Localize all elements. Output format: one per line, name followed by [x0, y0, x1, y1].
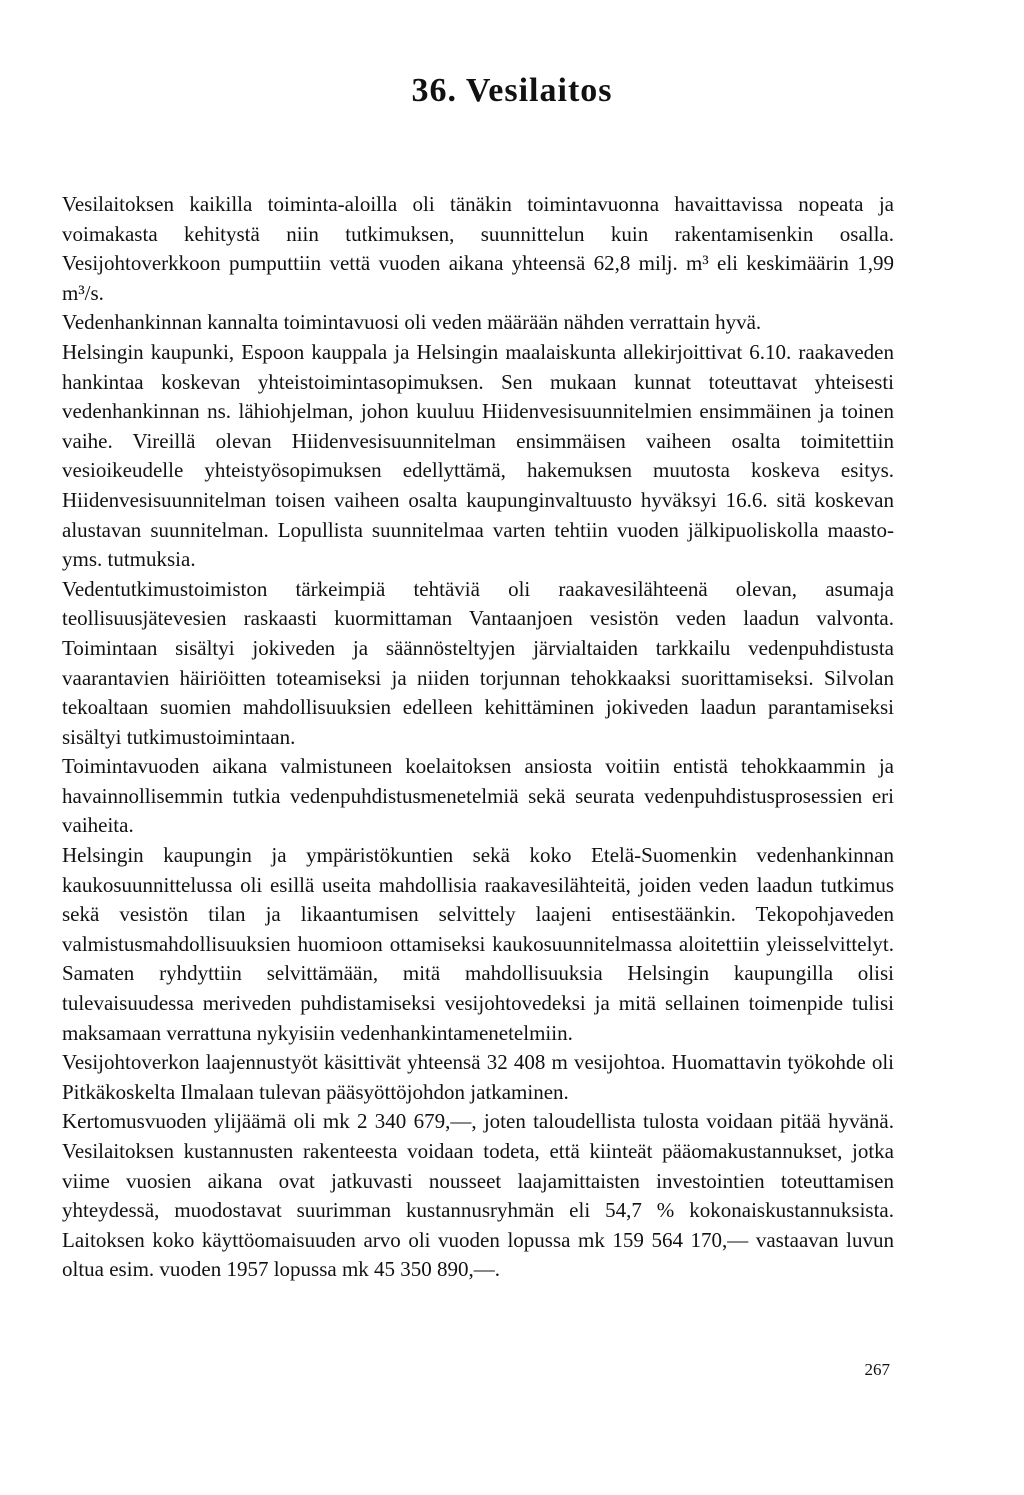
paragraph: Helsingin kaupunki, Espoon kauppala ja Helsingin maalaiskunta allekirjoittivat 6.10. raakaveden hankintaa koskevan yhteistoimintasopimuksen. Sen mukaan kunnat toteuttavat yhteisesti vedenhankinnan ns. lähiohjelman, johon kuuluu Hiidenvesisuunnitelmien ensimmäinen ja toinen vaihe. Vireillä olevan Hiidenvesisuunnitelman ensimmäisen vaiheen osalta toimitettiin vesioikeudelle yhteistyösopimuksen edellyttämä, hakemuksen muutosta koskeva esitys. Hiidenvesisuunnitelman toisen vaiheen osalta kaupunginvaltuusto hyväksyi 16.6. sitä koskevan alustavan suunnitelman. Lopullista suunnitelmaa varten tehtiin vuoden jälkipuoliskolla maasto- yms. tutmuksia. [62, 339, 894, 572]
section-title: Vesilaitos [465, 72, 613, 109]
page-number: 267 [864, 1360, 890, 1379]
body-text [62, 190, 894, 1285]
paragraph: Vesilaitoksen kaikilla toiminta-aloilla oli tänäkin toimintavuonna havaittavissa nopeata ja voimakasta kehitystä niin tutkimuksen, suunnittelun kuin rakentamisenkin osalla. Vesijohtoverkkoon pumputtiin vettä vuoden aikana yhteensä 62,8 milj. m³ eli keskimäärin 1,99 m³/s. [62, 192, 894, 305]
paragraph: Kertomusvuoden ylijäämä oli mk 2 340 679,—, joten taloudellista tulosta voidaan pitää hyvänä. Vesilaitoksen kustannusten rakenteesta voidaan todeta, että kiinteät pääomakustannukset, jotka viime vuosien aikana ovat jatkuvasti nousseet laajamittaisten investointien toteuttamisen yhteydessä, muodostavat suurimman kustannusryhmän eli 54,7 % kokonaiskustannuksista. Laitoksen koko käyttöomaisuuden arvo oli vuoden lopussa mk 159 564 170,— vastaavan luvun oltua esim. vuoden 1957 lopussa mk 45 350 890,—. [62, 1109, 894, 1282]
paragraph: Vedenhankinnan kannalta toimintavuosi oli veden määrään nähden verrattain hyvä. [62, 310, 762, 335]
section-number: 36. [411, 72, 457, 109]
paragraph: Vesijohtoverkon laajennustyöt käsittivät yhteensä 32 408 m vesijohtoa. Huomattavin työkohde oli Pitkäkoskelta Ilmalaan tulevan pääsyöttöjohdon jatkaminen. [62, 1050, 894, 1104]
page-title [0, 72, 1024, 110]
paragraph: Helsingin kaupungin ja ympäristökuntien sekä koko Etelä-Suomenkin vedenhankinnan kaukosuunnittelussa oli esillä useita mahdollisia raakavesilähteitä, joiden veden laadun tutkimus sekä vesistön tilan ja likaantumisen selvittely laajeni entisestäänkin. Tekopohjaveden valmistusmahdollisuuksien huomioon ottamiseksi kaukosuunnitelmassa aloitettiin yleisselvittelyt. Samaten ryhdyttiin selvittämään, mitä mahdollisuuksia Helsingin kaupungilla olisi tulevaisuudessa meriveden puhdistamiseksi vesijohtovedeksi ja mitä sellainen toimenpide tulisi maksamaan verrattuna nykyisiin vedenhankintamenetelmiin. [62, 843, 894, 1045]
paragraph: Toimintavuoden aikana valmistuneen koelaitoksen ansiosta voitiin entistä tehokkaammin ja havainnollisemmin tutkia vedenpuhdistusmenetelmiä sekä seurata vedenpuhdistusprosessien eri vaiheita. [62, 754, 894, 838]
paragraph: Vedentutkimustoimiston tärkeimpiä tehtäviä oli raakavesilähteenä olevan, asumaja teollisuusjätevesien raskaasti kuormittaman Vantaanjoen vesistön veden laadun valvonta. Toimintaan sisältyi jokiveden ja säännösteltyjen järvialtaiden tarkkailu vedenpuhdistusta vaarantavien häiriöitten toteamiseksi ja niiden torjunnan tehokkaaksi suorittamiseksi. Silvolan tekoaltaan suomien mahdollisuuksien edelleen kehittäminen jokiveden laadun parantamiseksi sisältyi tutkimustoimintaan. [62, 576, 894, 749]
